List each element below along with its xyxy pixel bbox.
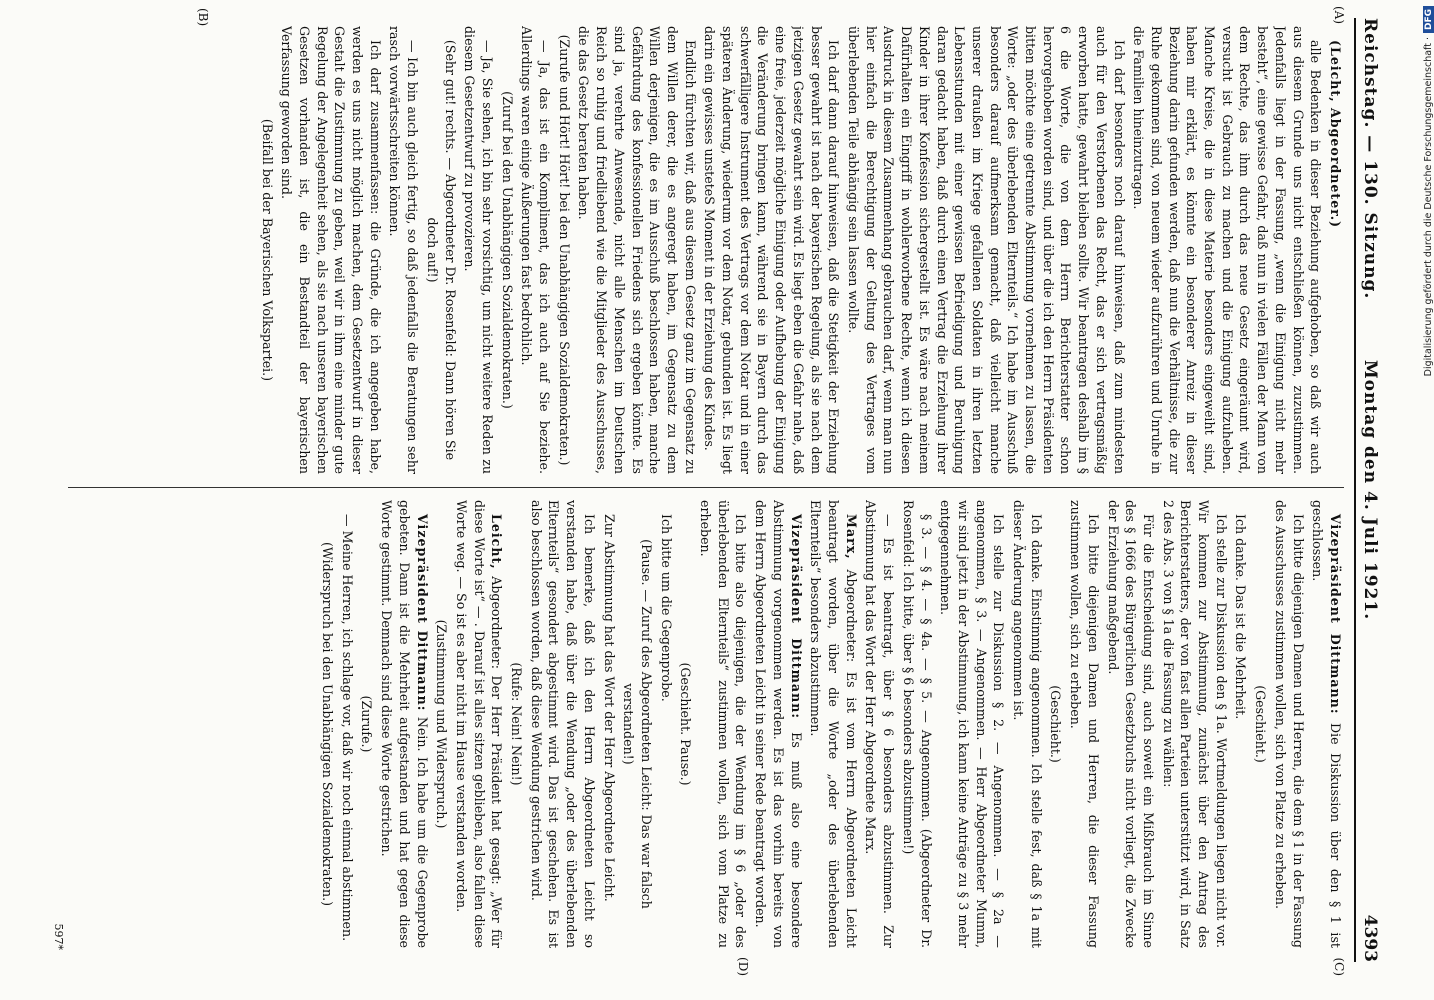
paragraph-text: (Sehr gut! rechts. — Abgeordneter Dr. Rosenfeld: Dann hören Sie doch auf!) <box>424 39 458 461</box>
paragraph-text: (Zurufe.) <box>359 695 375 753</box>
footer-mark: 597* <box>52 923 65 950</box>
paragraph-text: — Es ist beantragt, über § 6 besonders abzustimmen. Zur Abstimmung hat das Wort der Herr Abgeordnete Marx. <box>863 500 897 948</box>
paragraph-text: Ich bitte also diejenigen, die der Wendung im § 6 „oder des überlebenden Elternteils“ zustimmen wollen, sich vom Platze zu erheben. <box>698 500 749 948</box>
paragraph-text: Abgeordneter: Der Herr Präsident hat gesagt: „Wer für diese Worte ist“ — . Darauf ist alles sitzen geblieben, also fallen diese Worte weg. — So ist es aber nicht im Hause verstanden worden. <box>453 500 505 948</box>
paragraph-text: (Zurufe und Hört! Hört! bei den Unabhängigen Sozialdemokraten.) <box>556 34 572 466</box>
paragraph <box>1009 500 1044 948</box>
speaker-name: Marx, <box>843 514 859 560</box>
paragraph-text: Es muß also eine besondere Abstimmung vorgenommen werden. Es ist das vorhin bereits von dem Herrn Abgeordneten Leicht in seiner Rede beantragt worden. <box>753 500 804 948</box>
paragraph <box>600 500 618 948</box>
paragraph <box>338 500 356 948</box>
credit-text: Digitalisierung gefördert durch die Deutsche Forschungsgemeinschaft · <box>1423 37 1434 377</box>
paragraph <box>461 26 496 474</box>
paragraph <box>452 500 505 948</box>
paragraph <box>1326 26 1344 474</box>
paragraph <box>527 500 598 948</box>
paragraph-text: (Widerspruch bei den Unabhängigen Sozialdemokraten.) <box>320 541 336 907</box>
speaker-name: Vizepräsident Dittmann: <box>788 514 804 720</box>
paragraph <box>1271 500 1306 948</box>
margin-mark-a: (A) <box>1332 6 1346 25</box>
paragraph <box>1309 500 1344 948</box>
paragraph-text: (Rufe: Nein! Nein!) <box>509 662 525 786</box>
paragraph-text: — Ja, das ist ein Kompliment, das ich auch auf Sie beziehe. Allerdings waren einige Äußerungen fast bedrohlich. <box>519 26 553 474</box>
speaker-name: Vizepräsident Dittmann: <box>1328 514 1343 715</box>
digitization-credit <box>1421 6 1434 996</box>
paragraph <box>701 26 843 474</box>
left-text-column <box>68 26 1344 474</box>
paragraph <box>575 26 699 474</box>
speaker-name: Vizepräsident Dittmann: <box>414 514 430 712</box>
paragraph <box>1232 500 1250 948</box>
paragraph <box>278 26 384 474</box>
paragraph-text: alle Bedenken in dieser Beziehung aufgehoben, so daß wir auch aus diesem Grunde uns nicht entschließen können, zuzustimmen. Jedenfalls liegt in der Fassung, „wenn die Einigung nicht mehr besteht“, eine gewisse Gefahr, daß nun in vielen Fällen der Mann von dem Rechte, das ihm durch das neue Gesetz eingeräumt wird, versucht ist Gebrauch zu machen und die Einigung aufzuheben. Manche Kreise, die in diese Materie besonders eingeweiht sind, haben mir erklärt, es könnte ein besonderer Anreiz in dieser Beziehung darin gefunden werden, daß nun die Verhältnisse, die zur Ruhe gekommen sind, von neuem wieder aufzurühren und Unruhe in die Familien hineinzutragen. <box>1131 26 1324 474</box>
paragraph <box>518 26 553 474</box>
speaker-name: (Leicht, Abgeordneter.) <box>1328 40 1343 229</box>
paragraph <box>844 26 1127 474</box>
paragraph-text: Ich bemerke, daß ich den Herrn Abgeordneten Leicht so verstanden habe, daß über die Wendung „oder des überlebenden Elternteils“ gesondert abgestimmt wird. Das ist geschehen. Es ist also beschlossen worden, daß diese Wendung gestrichen wird. <box>528 500 597 948</box>
paragraph-text: Ich darf dann darauf hinweisen, daß die Stetigkeit der Erziehung besser gewahrt ist nach der bayerischen Regelung, als sie nach dem jetzigen Gesetz gewahrt sein wird. Es liegt eben die Gefahr nahe, daß eine freie, jederzeit mögliche Einigung oder Aufhebung der Einigung die Veränderung bringen kann, während sie in Bayern durch das schwerfälligere Instrument des Vertrags vor dem Notar und in einer späteren Änderung, wiederum vor dem Notar, gebunden ist. Es liegt darin ein gewisses unsteteS Moment in der Erziehung des Kindes. <box>702 26 842 474</box>
paragraph <box>807 500 860 948</box>
paragraph <box>657 500 675 948</box>
header-date: Montag den 4. Juli 1921. <box>1360 359 1380 621</box>
margin-mark-d: (D) <box>736 957 750 976</box>
paragraph <box>1066 500 1101 948</box>
paragraph <box>507 500 525 948</box>
paragraph-text: Endlich fürchten wir, daß aus diesem Gesetz ganz im Gegensatz zu dem Willen derer, die es angeregt haben, im Gegensatz zu dem Willen derjenigen, die es im Ausschuß beschlossen haben, manche Gefährdung des konfessionellen Friedens sich ergeben könnte. Es sind ja, verehrte Anwesende, nicht alle Menschen im Deutschen Reich so ruhig und friedliebend wie die Mitglieder des Ausschusses, die das Gesetz beraten haben. <box>576 26 698 474</box>
paragraph <box>318 500 336 948</box>
speaker-name: Leicht, <box>489 514 505 570</box>
paragraph <box>620 500 655 948</box>
paragraph-text: Die Diskussion über den § 1 ist geschlossen. <box>1310 500 1343 948</box>
paragraph-text: (Pause. — Zuruf des Abgeordneten Leicht: Das war falsch verstanden!) <box>621 539 654 909</box>
paragraph-text: (Geschieht.) <box>1253 685 1269 763</box>
paragraph-text: (Geschieht.) <box>1048 685 1064 763</box>
paragraph <box>1104 500 1157 948</box>
dfg-logo: DFG <box>1423 6 1434 33</box>
paragraph-text: — Meine Herren, ich schlage vor, daß wir noch einmal abstimmen. <box>339 514 355 942</box>
paragraph <box>1251 500 1269 948</box>
paragraph <box>1130 26 1325 474</box>
paragraph <box>555 26 573 474</box>
paragraph <box>752 500 805 948</box>
paragraph-text: Ich stelle zur Diskussion § 2. — Angenommen. — § 2a — angenommen, § 3. — Angenommen. — Herr Abgeordneter Mumm, wir sind jetzt in der Abstimmung, ich kann keine Anträge zu § 3 mehr entgegennehmen. <box>938 500 1007 948</box>
paragraph <box>377 500 430 948</box>
margin-mark-c: (C) <box>1332 957 1346 976</box>
paragraph-text: Ich bitte diejenigen Damen und Herren, die dem § 1 in der Fassung des Ausschusses zustimmen wollen, sich von Platze zu erheben. <box>1272 500 1306 948</box>
paragraph-text: Für die Entscheidung sind, auch soweit ein Mißbrauch im Sinne des § 1666 des Bürgerlichen Gesetzbuchs nicht vorliegt, die Zwecke der Erziehung maßgebend. <box>1105 500 1156 948</box>
paragraph <box>386 26 421 474</box>
paragraph-text: Ich danke. Einstimmig angenommen. Ich stelle fest, daß § 1a mit dieser Änderung angenommen ist. <box>1011 500 1044 948</box>
paragraph <box>358 500 376 948</box>
paragraph-text: Ich bitte um die Gegenprobe. <box>658 514 674 702</box>
header-session: Reichstag. — 130. Sitzung. <box>1360 18 1380 300</box>
paragraph-text: Ich darf zusammenfassen: die Gründe, die ich angegeben habe, werden es uns nicht möglich machen, dem Gesetzentwurf in dieser Gestalt die Zustimmung zu geben, weil wir in ihm eine minder gute Regelung der Angelegenheit sehen, als sie nach unseren bayerischen Gesetzen vorhanden ist, die ein Bestandteil der bayerischen Verfassung geworden sind. <box>279 26 383 474</box>
paragraph <box>498 26 516 474</box>
margin-mark-b: (B) <box>196 8 210 27</box>
paragraph-text: (Zustimmung und Widerspruch.) <box>434 619 450 829</box>
paragraph <box>423 26 458 474</box>
paragraph-text: § 3. — § 4. — § 4a. — § 5. — Angenommen. (Abgeordneter Dr. Rosenfeld: Ich bitte, über § 6 besonders abzustimmen!) <box>900 500 934 948</box>
paragraph <box>937 500 1008 948</box>
column-divider <box>68 487 1344 488</box>
paragraph <box>258 26 276 474</box>
paragraph <box>1159 500 1230 948</box>
paragraph-text: Ich bitte diejenigen Damen und Herren, die dieser Fassung zustimmen wollen, sich zu erheben. <box>1068 500 1101 948</box>
paragraph-text: — Ja, Sie sehen, ich bin sehr vorsichtig, um nicht weitere Reden zu diesem Gesetzentwurf zu provozieren. <box>462 26 495 474</box>
rotated-document <box>50 0 1390 980</box>
paragraph-text: Ich darf besonders noch darauf hinweisen, daß zum mindesten auch für den Verstorbenen das Recht, das er sich vertragsmäßig erworben hatte, gewahrt bleiben sollte. Wir beantragen deshalb im § 6 die Worte, die von dem Herrn Berichterstatter schon hervorgehoben worden sind, und über die ich den Herrn Präsidenten bitten möchte eine getrennte Abstimmung vornehmen zu lassen, die Worte: „oder des überlebenden Elternteils.“ Ich habe im Ausschuß besonders darauf aufmerksam gemacht, daß vielleicht manche unserer draußen im Kriege gefallenen Soldaten in ihren letzten Lebensstunden mit einer gewissen Befriedigung und Beruhigung daran gedacht haben, daß durch einen Vertrag die Erziehung ihrer Kinder in ihrer Konfession sichergestellt ist. Es wäre nach meinem Dafürhalten ein Eingriff in wohlerworbene Rechte, wenn ich diesen Ausdruck in diesem Zusammenhang gebrauchen darf, wenn man nun hier einfach die Berechtigung der Geltung des Vertrages vom überlebenden Teile abhängig sein lassen wollte. <box>846 26 1127 474</box>
paragraph-text: (Beifall bei der Bayerischen Volkspartei.) <box>259 118 275 382</box>
paragraph-text: (Zuruf bei den Unabhängigen Sozialdemokraten.) <box>499 91 515 409</box>
paragraph-text: Zur Abstimmung hat das Wort der Herr Abgeordnete Leicht. <box>601 514 617 902</box>
paragraph <box>696 500 749 948</box>
right-text-column <box>68 500 1344 948</box>
paragraph-text: — Ich bin auch gleich fertig, so daß jedenfalls die Beratungen sehr rasch vorwärtsschreiten können. <box>387 26 421 474</box>
paragraph-text: (Geschieht. Pause.) <box>678 662 694 786</box>
paragraph-text: Ich stelle zur Diskussion den § 1a. Wortmeldungen liegen nicht vor. Wir kommen zur Abstimmung, zunächst über den Antrag des Berichterstatters, der von fast allen Parteien unterstützt wird, in Satz 2 des Abs. 3 von § 1a die Fassung zu wählen: <box>1160 500 1229 948</box>
paragraph-text: Abgeordneter: Es ist vom Herrn Abgeordneten Leicht beantragt worden, über die Worte „oder des überlebenden Elternteils“ besonders abzustimmen. <box>808 500 859 948</box>
paragraph <box>677 500 695 948</box>
paragraph <box>433 500 451 948</box>
paragraph <box>1047 500 1065 948</box>
header-page-number: 4393 <box>1360 914 1380 962</box>
paragraph-text: Nein. Ich habe um die Gegenprobe gebeten. Dann ist die Mehrheit aufgestanden und hat gegen diese Worte gestimmt. Demnach sind diese Worte gestrichen. <box>379 500 430 948</box>
paragraph <box>862 500 897 948</box>
paragraph-text: Ich danke. Das ist die Mehrheit. <box>1233 514 1249 720</box>
page-header <box>1354 18 1382 962</box>
paragraph <box>899 500 934 948</box>
